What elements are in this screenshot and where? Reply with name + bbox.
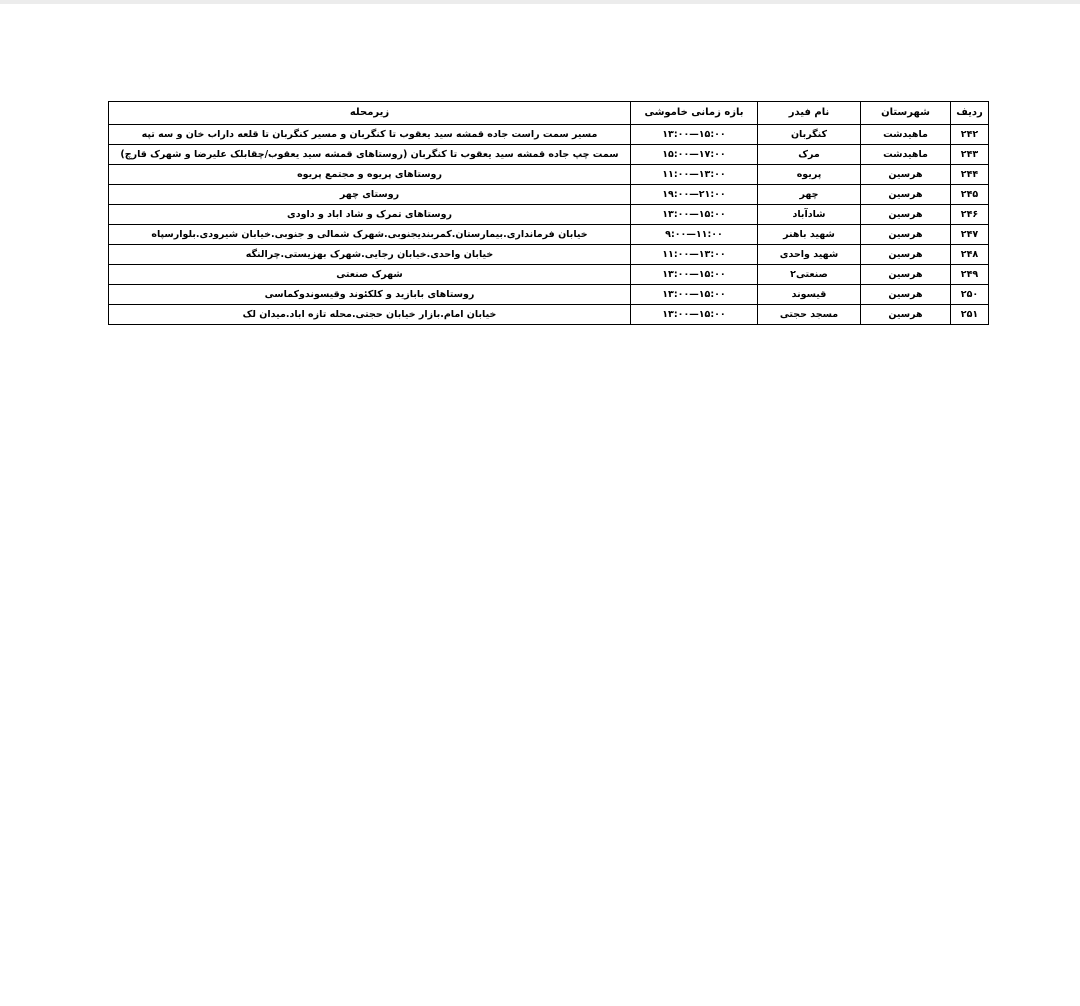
cell-county: هرسین (861, 165, 951, 185)
cell-outage-time: ۱۵:۰۰—۱۷:۰۰ (631, 145, 758, 165)
outage-schedule-table (108, 101, 989, 325)
header-sub-area: زیرمحله (109, 102, 631, 125)
cell-sub-area: خیابان واحدی.خیابان رجایی.شهرک بهزیستی.چرالنگه (109, 245, 631, 265)
cell-feeder: چهر (758, 185, 861, 205)
table-row (109, 125, 989, 145)
table-header-row (109, 102, 989, 125)
cell-outage-time: ۱۳:۰۰—۱۵:۰۰ (631, 205, 758, 225)
table-row (109, 265, 989, 285)
cell-sub-area: روستای چهر (109, 185, 631, 205)
cell-sub-area: خیابان فرمانداری.بیمارستان.کمربندیجنوبی.شهرک شمالی و جنوبی.خیابان شیرودی.بلوارسپاه (109, 225, 631, 245)
cell-row-number: ۲۴۶ (951, 205, 989, 225)
cell-outage-time: ۹:۰۰—۱۱:۰۰ (631, 225, 758, 245)
table-row (109, 165, 989, 185)
cell-outage-time: ۱۹:۰۰—۲۱:۰۰ (631, 185, 758, 205)
cell-outage-time: ۱۳:۰۰—۱۵:۰۰ (631, 305, 758, 325)
cell-county: هرسین (861, 265, 951, 285)
header-feeder: نام فیدر (758, 102, 861, 125)
cell-sub-area: سمت چپ جاده قمشه سید یعقوب تا کنگربان (روستاهای قمشه سید یعقوب/چقابلک علیرضا و شهرک قارچ) (109, 145, 631, 165)
cell-feeder: صنعتی۲ (758, 265, 861, 285)
cell-row-number: ۲۴۳ (951, 145, 989, 165)
cell-row-number: ۲۴۴ (951, 165, 989, 185)
cell-sub-area: روستاهای پریوه و مجتمع پریوه (109, 165, 631, 185)
cell-row-number: ۲۵۱ (951, 305, 989, 325)
header-outage-time: بازه زمانی خاموشی (631, 102, 758, 125)
cell-row-number: ۲۴۷ (951, 225, 989, 245)
cell-row-number: ۲۴۵ (951, 185, 989, 205)
cell-feeder: کنگربان (758, 125, 861, 145)
cell-row-number: ۲۴۲ (951, 125, 989, 145)
cell-feeder: مسجد حجتی (758, 305, 861, 325)
cell-feeder: شهید واحدی (758, 245, 861, 265)
cell-sub-area: شهرک صنعتی (109, 265, 631, 285)
cell-feeder: پریوه (758, 165, 861, 185)
cell-sub-area: روستاهای بابازید و کلکئوند وقیسوندوکماسی (109, 285, 631, 305)
table-row (109, 285, 989, 305)
cell-outage-time: ۱۱:۰۰—۱۳:۰۰ (631, 165, 758, 185)
cell-county: هرسین (861, 305, 951, 325)
cell-county: هرسین (861, 205, 951, 225)
cell-county: هرسین (861, 245, 951, 265)
cell-outage-time: ۱۳:۰۰—۱۵:۰۰ (631, 125, 758, 145)
table-row (109, 145, 989, 165)
table-row (109, 205, 989, 225)
cell-feeder: شادآباد (758, 205, 861, 225)
cell-feeder: مرک (758, 145, 861, 165)
cell-county: هرسین (861, 225, 951, 245)
cell-county: هرسین (861, 185, 951, 205)
cell-row-number: ۲۴۸ (951, 245, 989, 265)
cell-outage-time: ۱۱:۰۰—۱۳:۰۰ (631, 245, 758, 265)
header-row-number: ردیف (951, 102, 989, 125)
table-row (109, 225, 989, 245)
cell-feeder: شهید باهنر (758, 225, 861, 245)
cell-sub-area: مسیر سمت راست جاده قمشه سید یعقوب تا کنگربان و مسیر کنگربان تا قلعه داراب خان و سه تپه (109, 125, 631, 145)
cell-county: ماهیدشت (861, 125, 951, 145)
top-strip (0, 0, 1080, 4)
cell-sub-area: روستاهای تمرک و شاد اباد و داودی (109, 205, 631, 225)
cell-feeder: قیسوند (758, 285, 861, 305)
table-body (109, 125, 989, 325)
table-row (109, 185, 989, 205)
cell-outage-time: ۱۳:۰۰—۱۵:۰۰ (631, 265, 758, 285)
cell-row-number: ۲۵۰ (951, 285, 989, 305)
cell-sub-area: خیابان امام.بازار خیابان حجتی.محله تازه اباد.میدان لک (109, 305, 631, 325)
header-county: شهرستان (861, 102, 951, 125)
table-row (109, 305, 989, 325)
cell-row-number: ۲۴۹ (951, 265, 989, 285)
cell-county: هرسین (861, 285, 951, 305)
table-row (109, 245, 989, 265)
cell-county: ماهیدشت (861, 145, 951, 165)
cell-outage-time: ۱۳:۰۰—۱۵:۰۰ (631, 285, 758, 305)
